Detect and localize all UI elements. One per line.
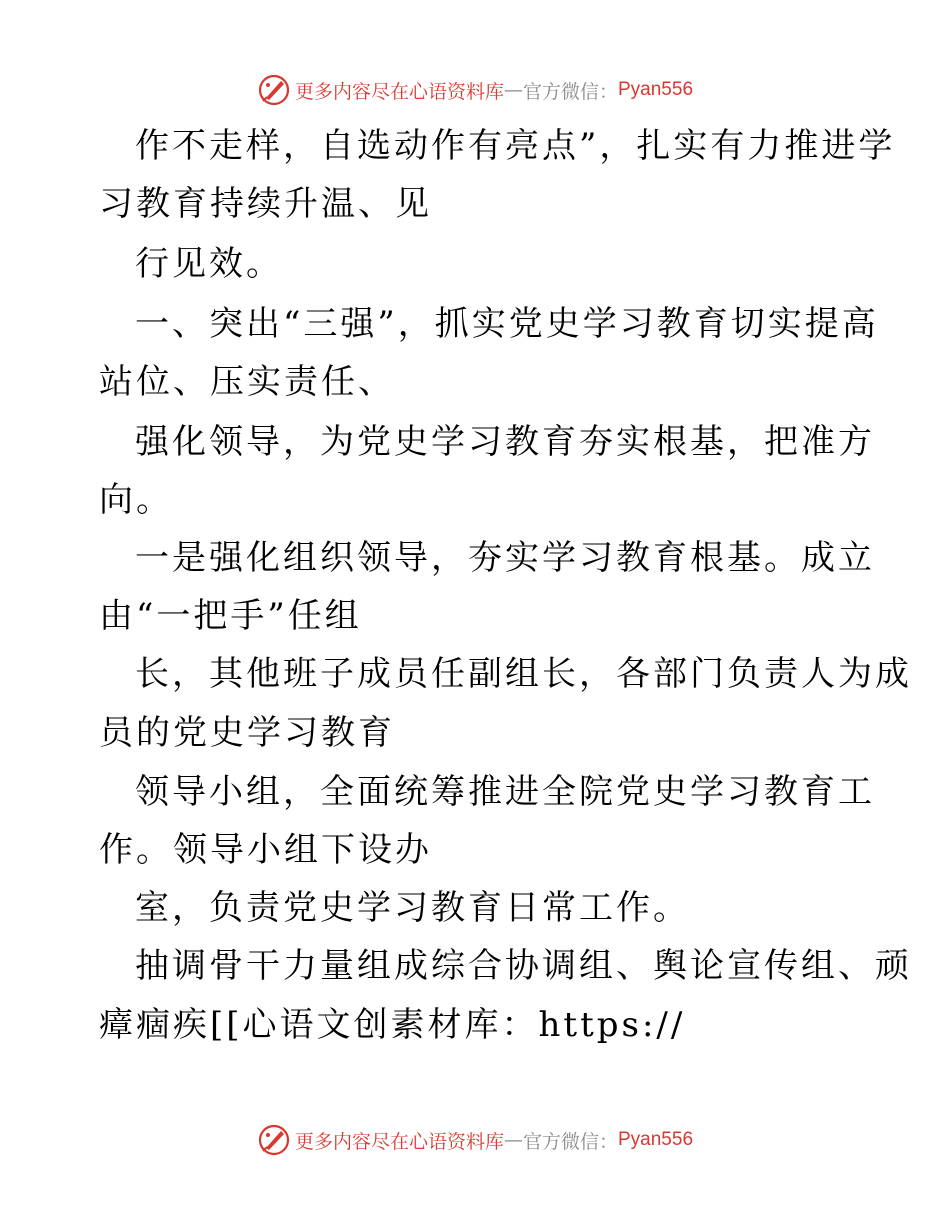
quill-pen-logo-icon [257, 1123, 291, 1157]
text-line: 一是强化组织领导，夯实学习教育根基。成立 [135, 538, 875, 578]
text-line: 行见效。 [135, 244, 283, 284]
text-line: 瘴痼疾[[心语文创素材库：https:// [99, 1005, 686, 1045]
text-line: 站位、压实责任、 [99, 362, 395, 402]
watermark-prefix: 更多内容尽在心语资料库 [294, 80, 504, 103]
text-line: 室，负责党史学习教育日常工作。 [135, 888, 690, 928]
text-line: 向。 [99, 480, 173, 520]
watermark-wechat-label: 官方微信： [522, 1130, 618, 1153]
text-line: 领导小组，全面统筹推进全院党史学习教育工 [135, 772, 875, 812]
watermark-wechat-id: Pyan556 [618, 1129, 694, 1150]
footer-watermark [0, 1120, 950, 1160]
text-line: 一、突出“三强”，抓实党史学习教育切实提高 [135, 304, 879, 344]
watermark-dash: — [503, 79, 523, 101]
text-line: 作不走样，自选动作有亮点”，扎实有力推进学 [135, 126, 896, 166]
watermark-dash: — [503, 1129, 523, 1151]
text-line: 抽调骨干力量组成综合协调组、舆论宣传组、顽 [135, 946, 912, 986]
text-line: 员的党史学习教育 [99, 713, 395, 753]
watermark-wechat-label: 官方微信： [522, 80, 618, 103]
watermark-prefix: 更多内容尽在心语资料库 [294, 1130, 504, 1153]
text-line: 强化领导，为党史学习教育夯实根基，把准方 [135, 422, 875, 462]
watermark-wechat-id: Pyan556 [618, 79, 694, 100]
text-line: 作。领导小组下设办 [99, 830, 432, 870]
header-watermark [0, 70, 950, 110]
text-line: 长，其他班子成员任副组长，各部门负责人为成 [135, 654, 912, 694]
text-line: 习教育持续升温、见 [99, 184, 432, 224]
quill-pen-logo-icon [257, 73, 291, 107]
text-line: 由“一把手”任组 [99, 596, 362, 636]
